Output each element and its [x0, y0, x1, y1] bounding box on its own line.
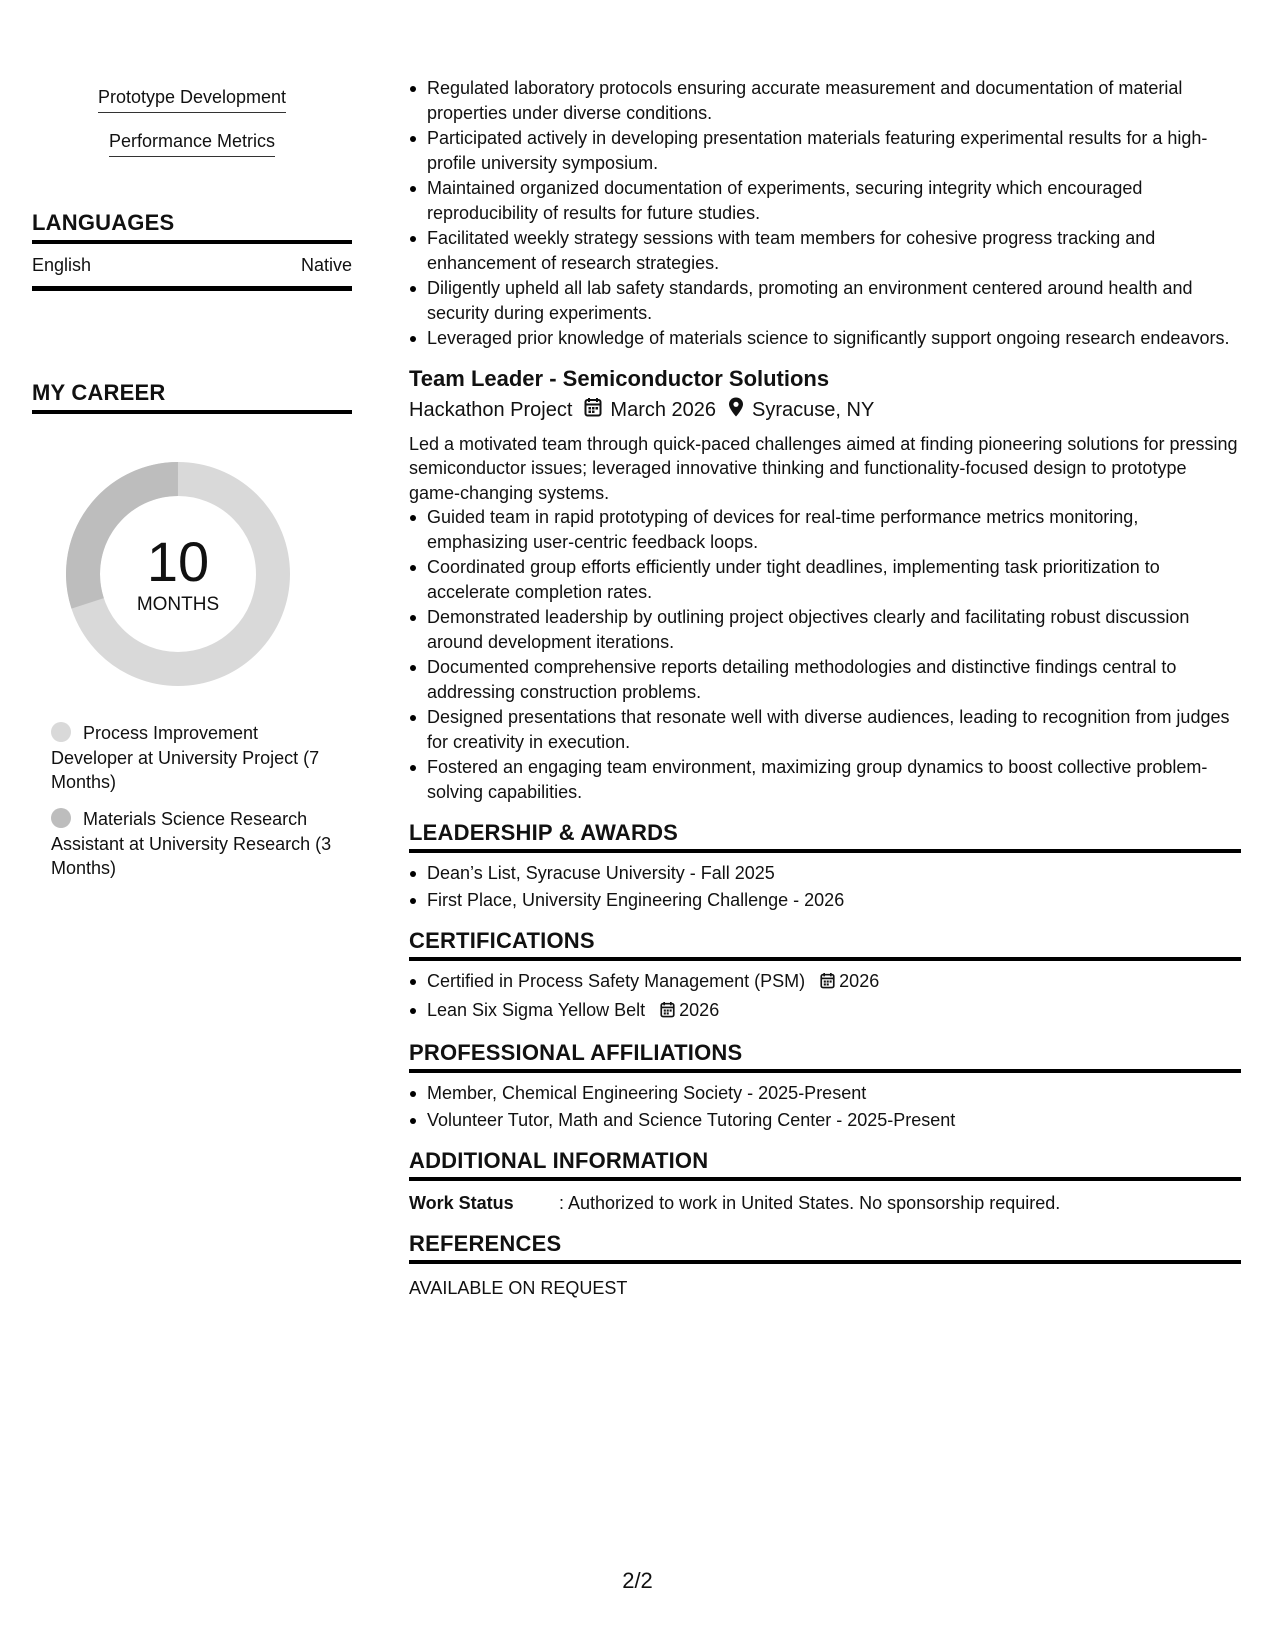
- bullet-item: Demonstrated leadership by outlining project objectives clearly and facilitating robust discussion around development iterations.: [427, 605, 1241, 654]
- bullet-item: Diligently upheld all lab safety standards, promoting an environment centered around health and security during experiments.: [427, 276, 1241, 325]
- career-legend-item: [51, 721, 341, 795]
- career-total-unit: MONTHS: [136, 594, 220, 615]
- certification-year: 2026: [679, 999, 720, 1020]
- bullet-item: Guided team in rapid prototyping of devices for real-time performance metrics monitoring, emphasizing user-centric feedback loops.: [427, 505, 1241, 554]
- calendar-icon: [820, 971, 835, 996]
- bullet-item: Participated actively in developing presentation materials featuring experimental results for a high-profile university symposium.: [427, 126, 1241, 175]
- awards-section: [409, 820, 1241, 912]
- section-heading: PROFESSIONAL AFFILIATIONS: [409, 1040, 1241, 1073]
- certification-name: Certified in Process Safety Management (PSM): [427, 971, 806, 991]
- certification-year: 2026: [839, 971, 880, 991]
- calendar-icon: [584, 397, 602, 424]
- affiliation-item: Volunteer Tutor, Math and Science Tutoring Center - 2025-Present: [427, 1108, 1241, 1133]
- experience-bullets: [409, 76, 1241, 351]
- bullet-item: Regulated laboratory protocols ensuring accurate measurement and documentation of material properties under diverse conditions.: [427, 76, 1241, 125]
- job-description: Led a motivated team through quick-paced challenges aimed at finding pioneering solutions for pressing semiconductor issues; leveraged innovative thinking and functionality-focused design to prototype game-changing systems.: [409, 433, 1238, 503]
- work-status-row: [409, 1191, 1241, 1215]
- job-org: Hackathon Project: [409, 399, 573, 421]
- legend-dot: [51, 808, 71, 828]
- bullet-item: Documented comprehensive reports detailing methodologies and distinctive findings central to addressing construction problems.: [427, 655, 1241, 704]
- certification-name: Lean Six Sigma Yellow Belt: [427, 999, 646, 1020]
- section-heading: MY CAREER: [32, 380, 352, 414]
- calendar-icon: [660, 1000, 675, 1025]
- job-date: March 2026: [610, 399, 717, 421]
- career-legend-text: Materials Science Research Assistant at University Research (3 Months): [51, 809, 332, 878]
- skill-item: [32, 86, 352, 113]
- skill-label: Prototype Development: [98, 86, 286, 113]
- bullet-item: Facilitated weekly strategy sessions with team members for cohesive progress tracking and enhancement of research strategies.: [427, 226, 1241, 275]
- location-pin-icon: [728, 397, 744, 424]
- career-total-number: 10: [146, 530, 210, 593]
- section-heading: CERTIFICATIONS: [409, 928, 1241, 961]
- language-level: Native: [300, 255, 352, 275]
- section-heading: ADDITIONAL INFORMATION: [409, 1148, 1241, 1181]
- legend-dot: [51, 722, 71, 742]
- bullet-item: Leveraged prior knowledge of materials science to significantly support ongoing research endeavors.: [427, 326, 1241, 351]
- career-donut-chart: [66, 462, 290, 686]
- language-name: English: [32, 255, 92, 275]
- certification-item: [427, 969, 1241, 996]
- language-row: [32, 244, 352, 291]
- section-heading: REFERENCES: [409, 1231, 1241, 1264]
- section-heading: LEADERSHIP & AWARDS: [409, 820, 1241, 853]
- references-section: [409, 1231, 1241, 1300]
- right-column: [409, 76, 1241, 1300]
- career-legend-item: [51, 807, 341, 881]
- affiliation-item: Member, Chemical Engineering Society - 2025-Present: [427, 1081, 1241, 1106]
- job-bullets: [409, 505, 1241, 804]
- career-legend-text: Process Improvement Developer at University Project (7 Months): [51, 723, 320, 792]
- page-number: 2/2: [622, 1568, 653, 1593]
- languages-section: [32, 210, 352, 291]
- career-section: [32, 380, 352, 414]
- skill-label: Performance Metrics: [109, 130, 275, 157]
- additional-info-section: [409, 1148, 1241, 1215]
- section-heading: LANGUAGES: [32, 210, 352, 244]
- work-status-label: Work Status: [409, 1193, 514, 1213]
- work-status-value: : Authorized to work in United States. No sponsorship required.: [559, 1193, 1061, 1213]
- certification-item: [427, 998, 1241, 1025]
- affiliations-section: [409, 1040, 1241, 1132]
- bullet-item: Designed presentations that resonate well with diverse audiences, leading to recognition from judges for creativity in execution.: [427, 705, 1241, 754]
- award-item: First Place, University Engineering Challenge - 2026: [427, 888, 1241, 913]
- skill-item: [32, 130, 352, 157]
- job-location: Syracuse, NY: [752, 399, 875, 421]
- bullet-item: Coordinated group efforts efficiently under tight deadlines, implementing task prioritization to accelerate completion rates.: [427, 555, 1241, 604]
- bullet-item: Fostered an engaging team environment, maximizing group dynamics to boost collective problem-solving capabilities.: [427, 755, 1241, 804]
- award-item: Dean’s List, Syracuse University - Fall 2025: [427, 861, 1241, 886]
- references-text: AVAILABLE ON REQUEST: [409, 1278, 628, 1298]
- certifications-section: [409, 928, 1241, 1024]
- bullet-item: Maintained organized documentation of experiments, securing integrity which encouraged reproducibility of results for future studies.: [427, 176, 1241, 225]
- job-meta: [409, 397, 1241, 424]
- job-title: Team Leader - Semiconductor Solutions: [409, 365, 830, 391]
